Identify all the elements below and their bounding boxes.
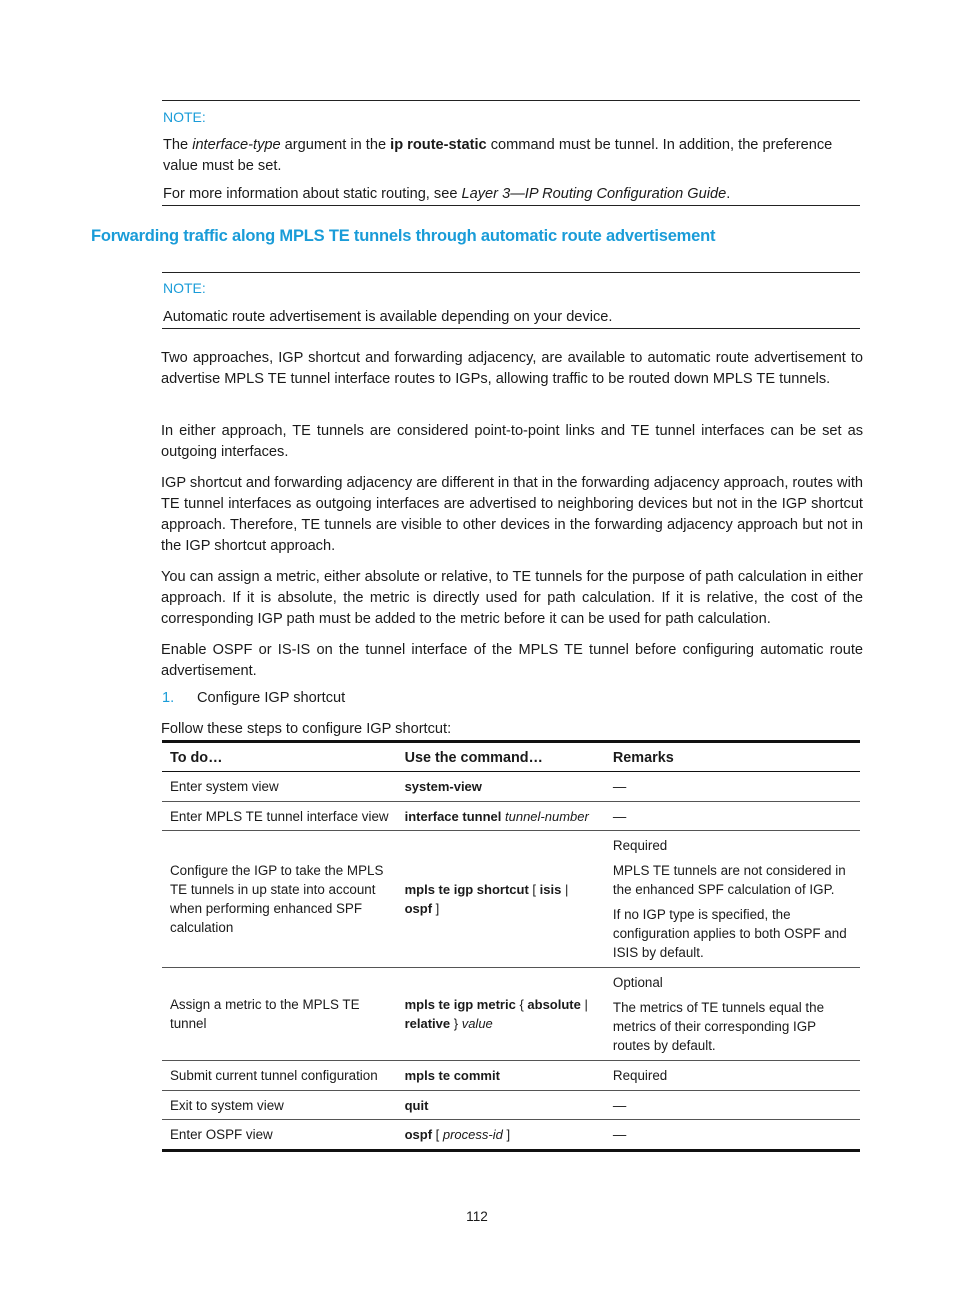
header-remarks: Remarks (605, 742, 860, 772)
note1-ref-pre: For more information about static routing, see (163, 186, 462, 202)
header-command: Use the command… (397, 742, 605, 772)
cell-command (397, 1091, 605, 1120)
cell-todo: Assign a metric to the MPLS TE tunnel (162, 968, 397, 1061)
note2-top-rule (162, 272, 860, 273)
note2-bottom-rule (162, 328, 860, 329)
note1-arg: interface-type (192, 137, 281, 153)
table-row (162, 1120, 860, 1151)
cmd-keyword: ospf (404, 1127, 433, 1142)
note1-text-post: command must be tunnel. In addition, the preference value must be set. (163, 137, 833, 174)
cmd-keyword: isis (539, 882, 562, 897)
table-row (162, 1091, 860, 1120)
cmd-argument: process-id (442, 1127, 503, 1142)
cell-remarks (605, 802, 860, 831)
table-header-row (162, 742, 860, 772)
cell-todo: Enter MPLS TE tunnel interface view (162, 802, 397, 831)
step-text: Configure IGP shortcut (197, 690, 346, 706)
cmd-syntax: ] (502, 1127, 511, 1142)
cmd-syntax: { (515, 997, 528, 1012)
cmd-keyword: system-view (404, 779, 482, 794)
remark-line: If no IGP type is specified, the configuration applies to both OSPF and ISIS by default. (612, 907, 847, 960)
cmd-syntax: | (580, 997, 588, 1012)
cmd-syntax: [ (528, 882, 540, 897)
remark-line: Required (612, 1068, 668, 1083)
cell-todo: Enter system view (162, 772, 397, 802)
table-intro: Follow these steps to configure IGP shortcut: (161, 721, 452, 737)
paragraph-enable-ospf: Enable OSPF or IS-IS on the tunnel interface of the MPLS TE tunnel before configuring automatic route advertisement. (161, 642, 863, 679)
cell-todo: Enter OSPF view (162, 1120, 397, 1151)
remark-line: — (612, 1127, 627, 1142)
cmd-keyword: ospf (404, 901, 433, 916)
step-item (162, 688, 762, 709)
cell-remarks (605, 1061, 860, 1091)
cmd-keyword: absolute (527, 997, 581, 1012)
note1-text-mid: argument in the (280, 137, 391, 153)
note1-reference (163, 184, 857, 205)
remark-line: — (612, 808, 627, 824)
table-row (162, 802, 860, 831)
remark-line: MPLS TE tunnels are not considered in the enhanced SPF calculation of IGP. (612, 863, 846, 897)
cell-command (397, 802, 605, 831)
remark-line: — (612, 1097, 627, 1113)
cmd-argument: value (461, 1016, 493, 1031)
cmd-keyword: quit (404, 1097, 429, 1113)
note1-text (163, 135, 857, 177)
note1-bottom-rule (162, 205, 860, 206)
step-number: 1. (162, 690, 175, 706)
cmd-syntax: } (450, 1016, 462, 1031)
cmd-syntax: ] (432, 901, 440, 916)
note1-label: NOTE: (163, 109, 206, 125)
note1-top-rule (162, 100, 860, 101)
paragraph-differences: IGP shortcut and forwarding adjacency are different in that in the forwarding adjacency approach, routes with TE tunnel interfaces as outgoing interfaces are advertised to neighboring devices but not in the IGP shortcut approach. Therefore, TE tunnels are visible to other devices in the forwarding adjacency approach but not in the IGP shortcut approach. (161, 475, 863, 554)
igp-shortcut-steps-table (162, 740, 860, 1152)
remark-line: Required (612, 838, 668, 853)
cell-command (397, 1120, 605, 1151)
cell-command (397, 968, 605, 1061)
note1-ref-guide: Layer 3—IP Routing Configuration Guide (461, 186, 727, 202)
remark-line: The metrics of TE tunnels equal the metrics of their corresponding IGP routes by default. (612, 1000, 825, 1053)
table-row (162, 968, 860, 1061)
cell-remarks (605, 968, 860, 1061)
cmd-argument: tunnel-number (505, 808, 589, 824)
cell-remarks (605, 1120, 860, 1151)
cell-remarks (605, 772, 860, 802)
note1-ref-post: . (726, 186, 731, 202)
paragraph-metric: You can assign a metric, either absolute or relative, to TE tunnels for the purpose of path calculation in either approach. If it is absolute, the metric is directly used for path calculation. If it is relative, the cost of the corresponding IGP path must be added to the metric before it can be used for path calculation. (161, 569, 863, 627)
cmd-keyword: relative (404, 1016, 451, 1031)
cmd-keyword: interface tunnel (404, 808, 502, 824)
cell-command (397, 831, 605, 968)
page-number: 112 (466, 1209, 488, 1224)
note2-label: NOTE: (163, 280, 206, 296)
note2-text: Automatic route advertisement is available depending on your device. (163, 309, 613, 325)
table-row (162, 1061, 860, 1091)
cmd-keyword: mpls te commit (404, 1068, 500, 1083)
cell-todo: Configure the IGP to take the MPLS TE tunnels in up state into account when performing enhanced SPF calculation (162, 831, 397, 968)
paragraph-approaches: Two approaches, IGP shortcut and forwarding adjacency, are available to automatic route advertisement to advertise MPLS TE tunnel interface routes to IGPs, allowing traffic to be routed down MPLS TE tunnels. (161, 350, 863, 387)
remark-line: Optional (612, 975, 663, 990)
remark-line: — (612, 779, 627, 794)
paragraph-point-to-point: In either approach, TE tunnels are considered point-to-point links and TE tunnel interfaces can be set as outgoing interfaces. (161, 423, 863, 460)
note1-text-pre: The (163, 137, 193, 153)
cmd-syntax: | (561, 882, 569, 897)
note1-cmd: ip route-static (390, 137, 487, 153)
cell-command (397, 1061, 605, 1091)
cell-command (397, 772, 605, 802)
cmd-keyword: mpls te igp metric (404, 997, 516, 1012)
cmd-syntax: [ (432, 1127, 443, 1142)
section-heading: Forwarding traffic along MPLS TE tunnels through automatic route advertisement (91, 227, 716, 245)
cell-todo: Submit current tunnel configuration (162, 1061, 397, 1091)
table-row (162, 772, 860, 802)
cell-todo: Exit to system view (162, 1091, 397, 1120)
header-todo: To do… (162, 742, 397, 772)
table-row (162, 831, 860, 968)
cmd-keyword: mpls te igp shortcut (404, 882, 529, 897)
cell-remarks (605, 1091, 860, 1120)
cell-remarks (605, 831, 860, 968)
